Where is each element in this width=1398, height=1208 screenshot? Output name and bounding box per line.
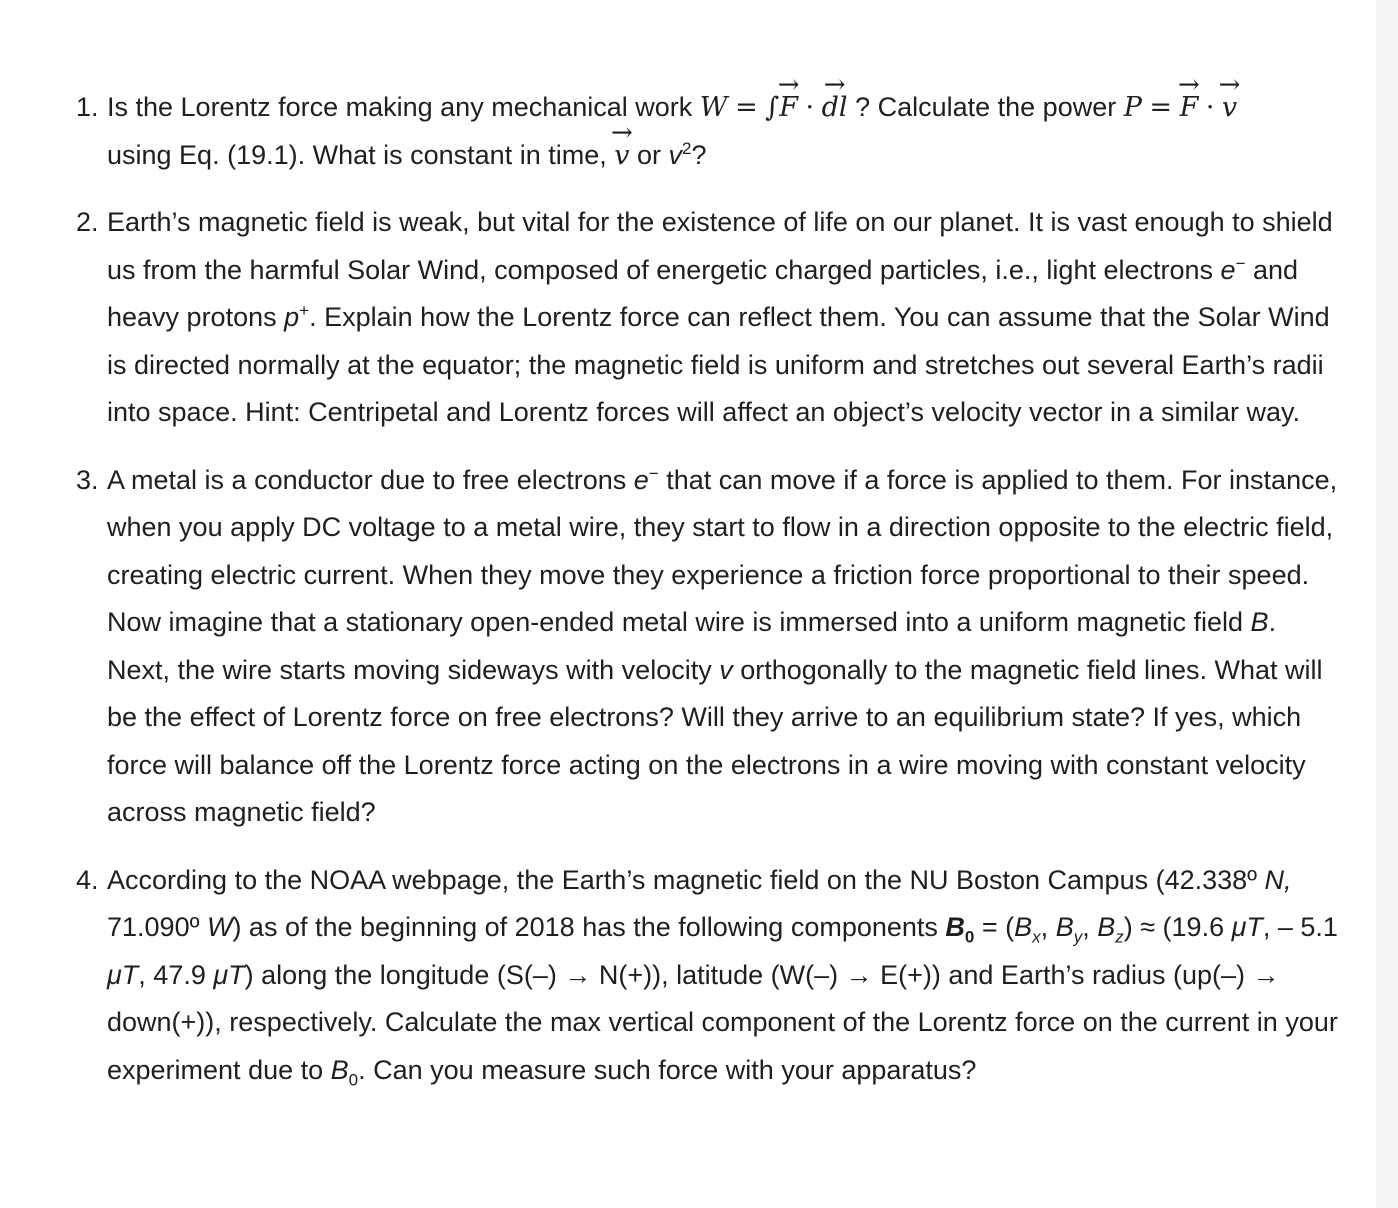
question-text: A metal is a conductor due to free electrons e− that can move if a force is applied to them. For instance, when you apply DC voltage to a metal wire, they start to flow in a direction opposite to the electric field, creating electric current. When they move they experience a friction force proportional to their speed. Now imagine that a stationary open-ended metal wire is immersed into a uniform magnetic field B. Next, the wire starts moving sideways with velocity v orthogonally to the magnetic field lines. What will be the effect of Lorentz force on free electrons? Will they arrive to an equilibrium state? If yes, which force will balance off the Lorentz force acting on the electrons in a wire moving with constant velocity across magnetic field? [107,463,1338,827]
question-text: Earth’s magnetic field is weak, but vital for the existence of life on our planet. It is vast enough to shield us from the harmful Solar Wind, composed of energetic charged particles, i.e., light electrons e− and heavy protons p+. Explain how the Lorentz force can reflect them. You can assume that the Solar Wind is directed normally at the equator; the magnetic field is uniform and stretches out several Earth’s radii into space. Hint: Centripetal and Lorentz forces will affect an object’s velocity vector in a similar way. [107,207,1333,427]
question-text: According to the NOAA webpage, the Earth’s magnetic field on the NU Boston Campus (42.338º N, 71.090º W) as of the beginning of 2018 has the following components $B_0 = (B_x$, $B_y$, $B_z) \approx (19.6$ μT, – 5.1 μT, 47.9 μT) along the longitude (S(–) → N(+)), latitude (W(–) → E(+)) and Earth’s radius (up(–) → down(+)), respectively. Calculate the max vertical component of the Lorentz force on the current in your experiment due to $B_0$. Can you measure such force with your apparatus? [107,864,1338,1089]
question-text: Is the Lorentz force making any mechanical work W = ∫→ F · → dl ? Calculate the power P = → F · → v using Eq. (19.1). What is constant in time, → v or $v^2$? [107,92,1237,170]
question-number: 2. [76,207,99,237]
question-2 [74,199,1344,437]
question-3 [74,457,1344,837]
question-number: 4. [76,864,99,895]
question-number: 1. [76,92,99,122]
question-number: 3. [76,464,99,495]
question-list [74,84,1344,1114]
question-1 [74,84,1344,179]
question-4 [74,857,1344,1095]
scrollbar-track[interactable] [1376,0,1398,1208]
